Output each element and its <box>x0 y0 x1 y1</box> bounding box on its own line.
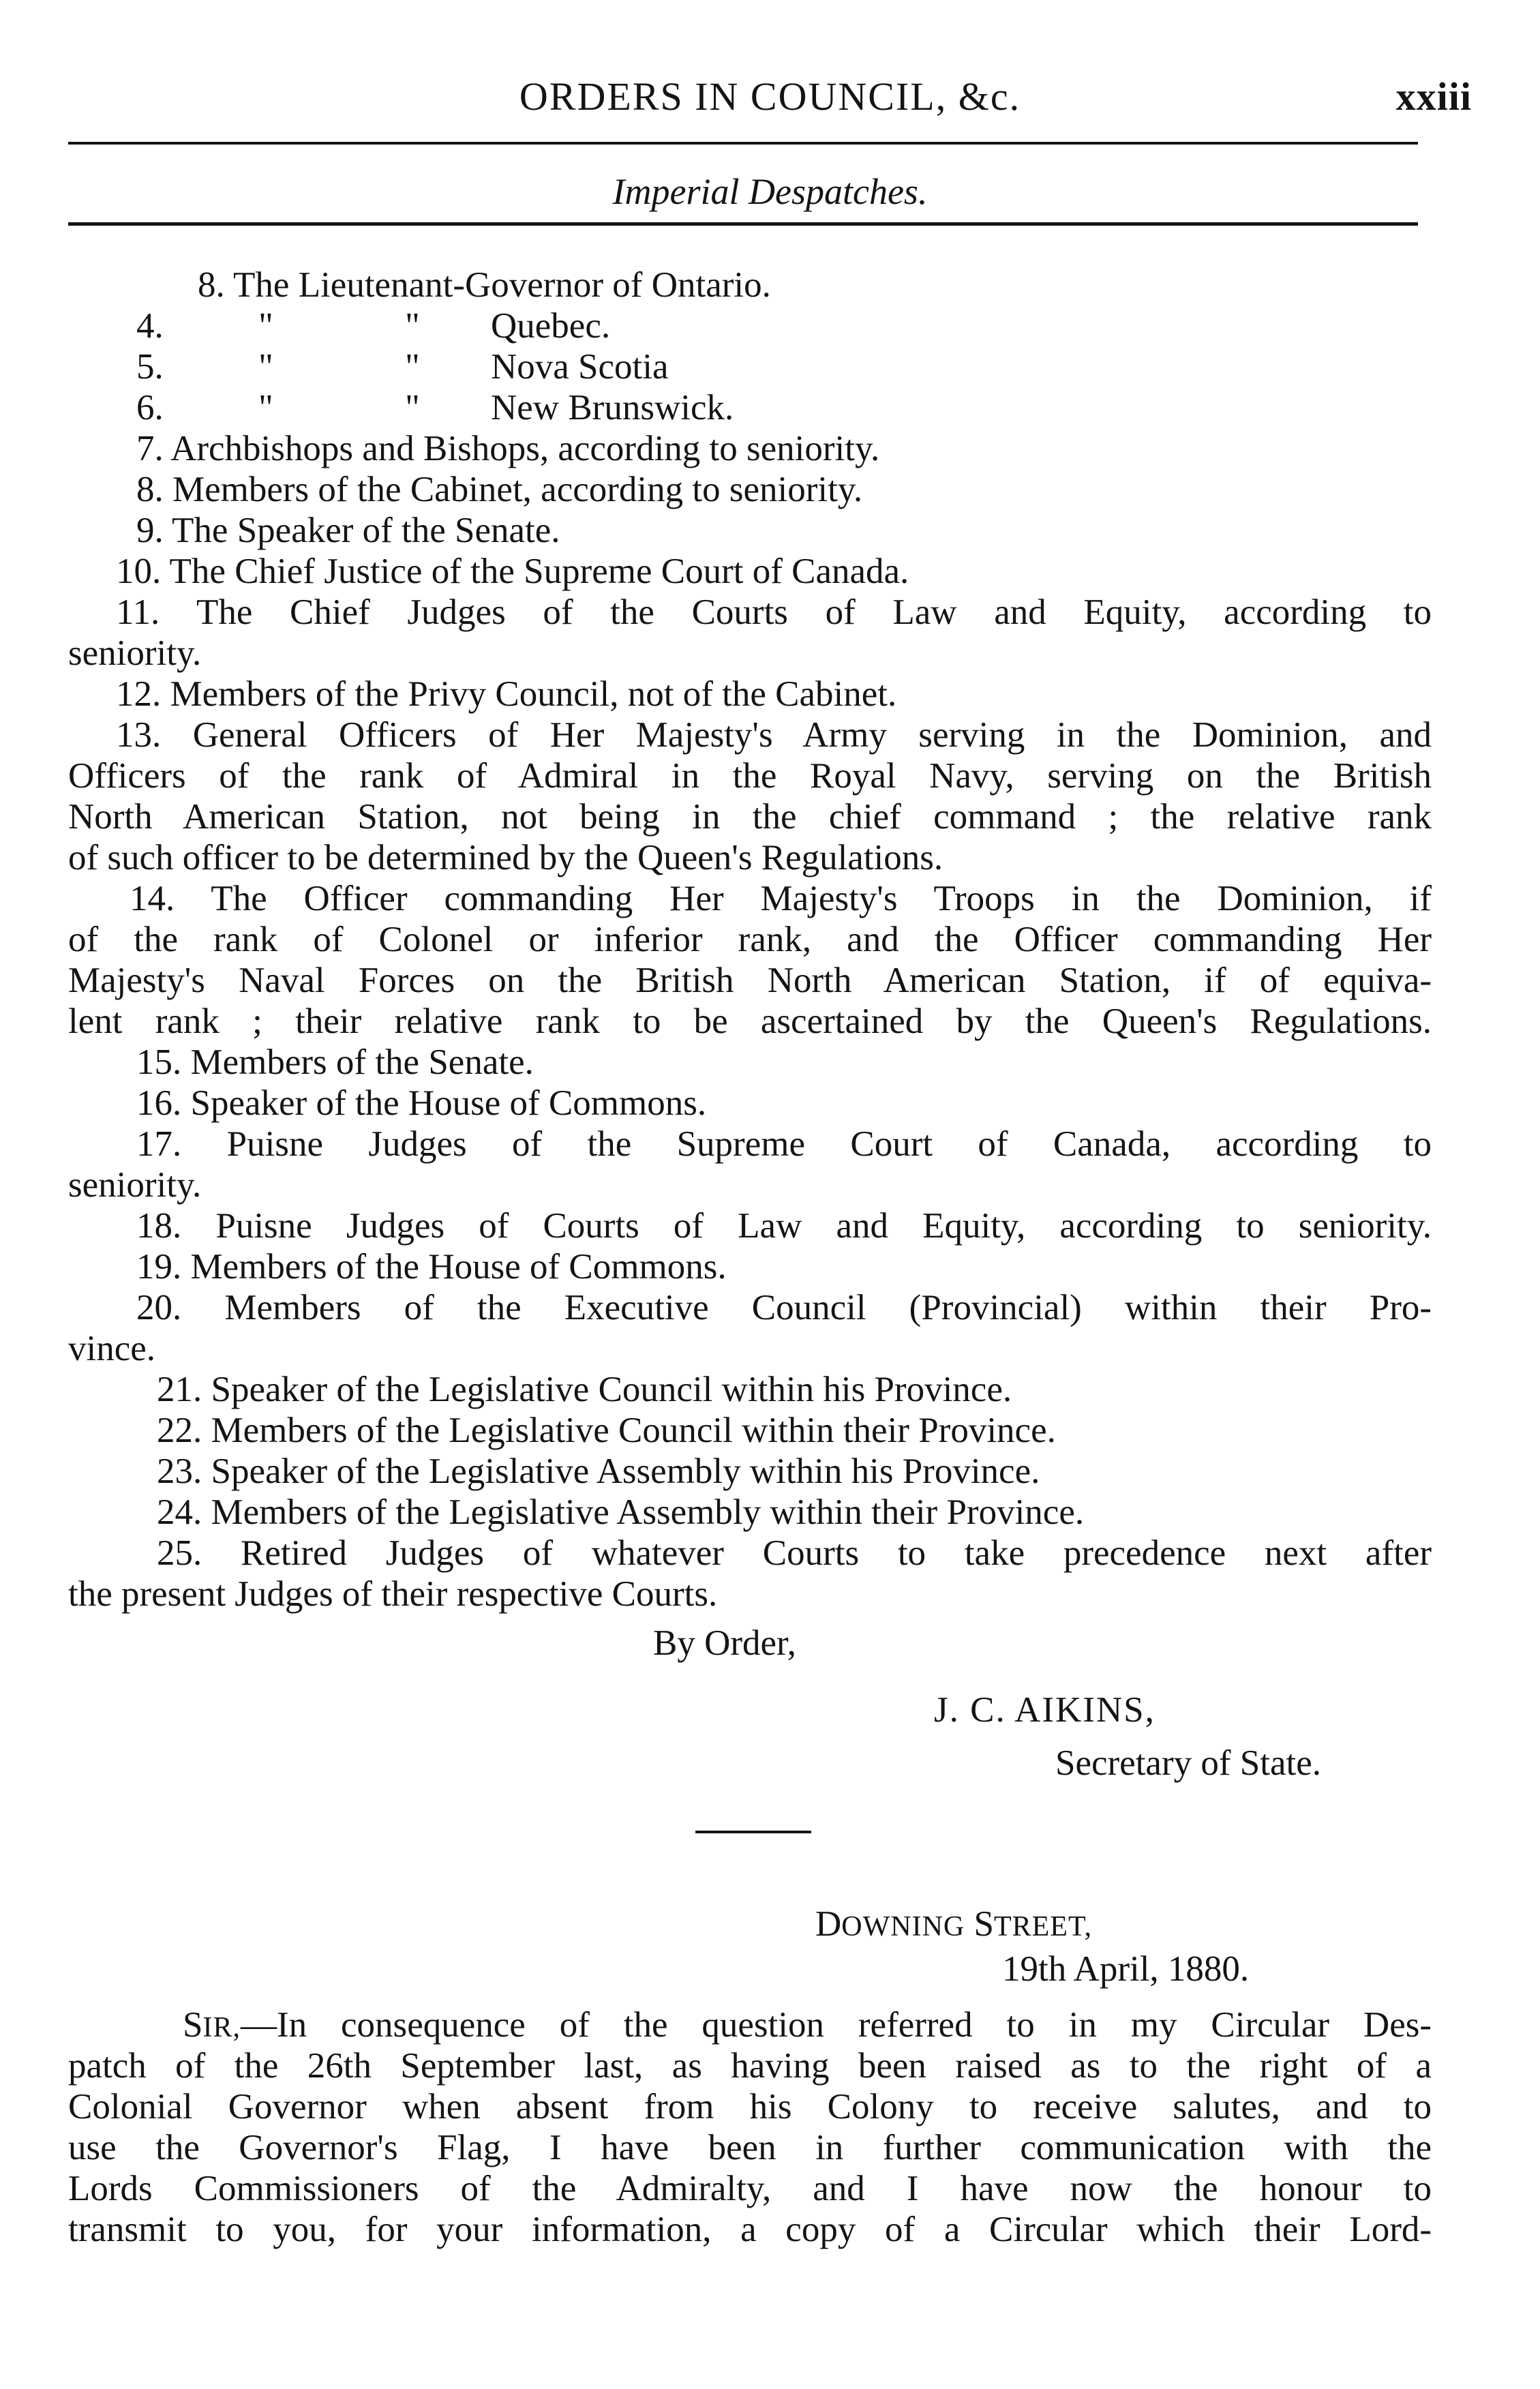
list-item: 11. The Chief Judges of the Courts of Law and Equity, according to <box>116 592 1432 632</box>
list-item: 10. The Chief Justice of the Supreme Court of Canada. <box>116 552 909 591</box>
list-item-continuation: North American Station, not being in the chief command ; the relative rank <box>68 797 1432 837</box>
letter-line: use the Governor's Flag, I have been in further communication with the <box>68 2128 1432 2167</box>
section-heading: Imperial Despatches. <box>612 171 928 212</box>
running-title: ORDERS IN COUNCIL, &c. <box>519 74 1021 119</box>
list-item: 7. Archbishops and Bishops, according to seniority. <box>136 429 880 468</box>
page-number: xxiii <box>1395 74 1472 119</box>
salutation: S <box>183 2005 203 2045</box>
by-order: By Order, <box>653 1623 796 1663</box>
list-item: 25. Retired Judges of whatever Courts to take precedence next after <box>157 1533 1432 1573</box>
list-item-continuation: of the rank of Colonel or inferior rank, and the Officer commanding Her <box>68 920 1432 959</box>
list-item-continuation: vince. <box>68 1329 156 1368</box>
list-item: 14. The Officer commanding Her Majesty's Troops in the Dominion, if <box>130 879 1432 918</box>
list-item: 19. Members of the House of Commons. <box>136 1247 727 1287</box>
running-head <box>68 74 1472 121</box>
item-number: 5. <box>136 347 164 387</box>
letter-line: SIR,—In consequence of the question referred to in my Circular Des- <box>183 2005 1432 2045</box>
ditto-mark: " <box>405 388 420 427</box>
list-item: 22. Members of the Legislative Council within their Province. <box>157 1411 1056 1450</box>
ditto-mark: " <box>258 388 273 427</box>
signatory-name: J. C. AIKINS, <box>934 1690 1156 1730</box>
ditto-mark: " <box>405 306 420 346</box>
province-name: New Brunswick. <box>491 388 734 427</box>
list-item: 24. Members of the Legislative Assembly within their Province. <box>157 1492 1085 1532</box>
list-item-continuation: seniority. <box>68 633 202 673</box>
list-item: 18. Puisne Judges of Courts of Law and Equity, according to seniority. <box>136 1206 1432 1246</box>
province-name: Nova Scotia <box>491 347 669 387</box>
header-rule <box>68 142 1418 145</box>
list-item-continuation: Majesty's Naval Forces on the British North American Station, if of equiva- <box>68 961 1432 1000</box>
item-number: 6. <box>136 388 164 427</box>
signatory-title: Secretary of State. <box>1055 1743 1321 1783</box>
item-number: 4. <box>136 306 164 346</box>
list-item: 15. Members of the Senate. <box>136 1042 534 1082</box>
list-item: 13. General Officers of Her Majesty's Army serving in the Dominion, and <box>116 715 1432 755</box>
despatch-body <box>68 2004 1432 2250</box>
list-item: 16. Speaker of the House of Commons. <box>136 1083 707 1123</box>
ditto-mark: " <box>258 347 273 387</box>
precedence-list <box>68 265 1432 1614</box>
list-item: 20. Members of the Executive Council (Provincial) within their Pro- <box>136 1288 1432 1327</box>
section-rule <box>68 222 1418 226</box>
despatch-place: DOWNING STREET, <box>815 1904 1092 1944</box>
list-item-continuation: seniority. <box>68 1165 202 1205</box>
list-item: 23. Speaker of the Legislative Assembly within his Province. <box>157 1452 1040 1491</box>
letter-line: transmit to you, for your information, a copy of a Circular which their Lord- <box>68 2210 1432 2249</box>
letter-line: Lords Commissioners of the Admiralty, and I have now the honour to <box>68 2169 1432 2208</box>
list-item <box>68 346 1432 387</box>
section-divider <box>695 1831 811 1833</box>
ditto-mark: " <box>405 347 420 387</box>
despatch-date: 19th April, 1880. <box>1002 1949 1250 1989</box>
list-item: 8. Members of the Cabinet, according to seniority. <box>136 470 863 509</box>
list-item: 17. Puisne Judges of the Supreme Court of Canada, according to <box>136 1124 1432 1164</box>
list-item <box>68 305 1432 346</box>
letter-line: patch of the 26th September last, as having been raised as to the right of a <box>68 2046 1432 2086</box>
list-item-continuation: lent rank ; their relative rank to be ascertained by the Queen's Regulations. <box>68 1002 1432 1041</box>
list-item-continuation: Officers of the rank of Admiral in the Royal Navy, serving on the British <box>68 756 1432 796</box>
list-item-continuation: of such officer to be determined by the Queen's Regulations. <box>68 838 943 877</box>
letter-line: Colonial Governor when absent from his Colony to receive salutes, and to <box>68 2087 1432 2127</box>
list-item-continuation: the present Judges of their respective Courts. <box>68 1574 718 1614</box>
list-item: 12. Members of the Privy Council, not of the Cabinet. <box>116 674 897 714</box>
ditto-mark: " <box>258 306 273 346</box>
list-item: 21. Speaker of the Legislative Council within his Province. <box>157 1370 1012 1409</box>
list-item: 8. The Lieutenant-Governor of Ontario. <box>198 265 771 305</box>
list-item: 9. The Speaker of the Senate. <box>136 511 560 550</box>
province-name: Quebec. <box>491 306 611 346</box>
list-item <box>68 387 1432 428</box>
